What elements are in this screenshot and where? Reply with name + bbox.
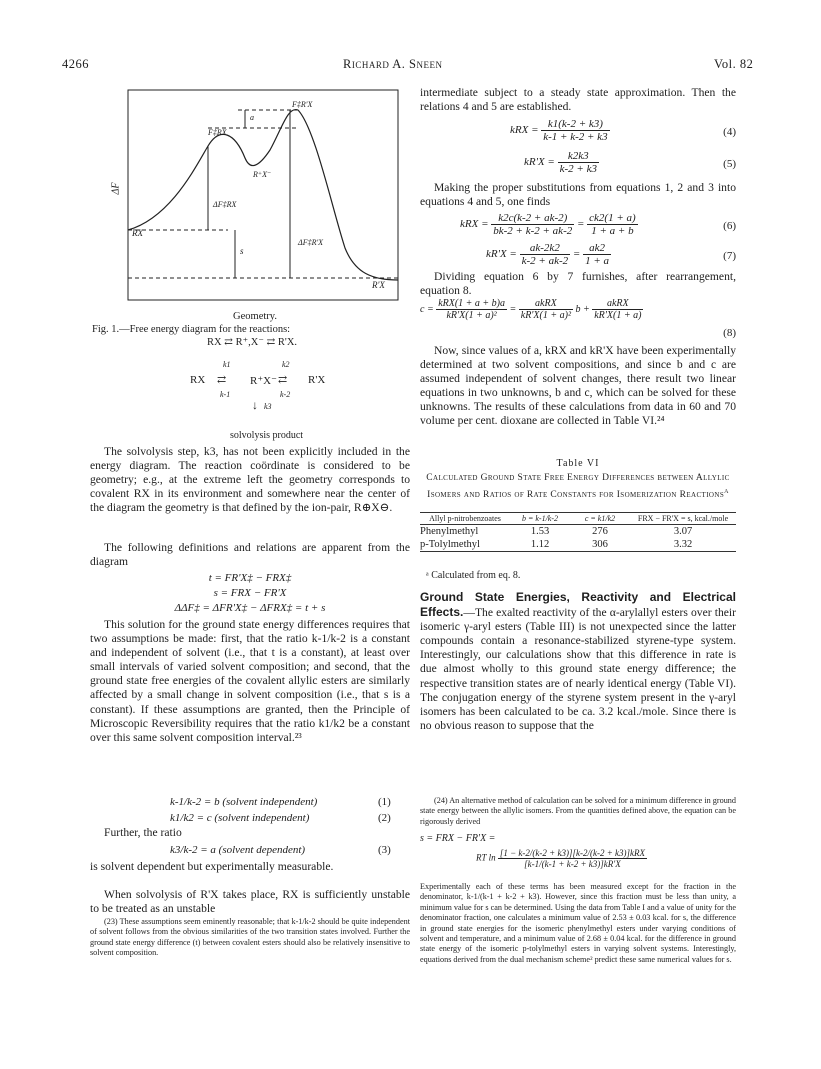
reaction-scheme (190, 360, 340, 445)
row-name: p-Tolylmethyl (420, 539, 480, 550)
footnote-24-part-2: Experimentally each of these terms has been measured except for the fraction in the denominator, k-1/(k-1 + k-2 + k3). However, since this fraction must be less than unity, a minimum value for s can be determined. Using the data from Table I and a value of unity for the denominator fraction, one calculates a minimum value of 2.53 ± 0.03 kcal. for s, the difference in ground state energies for the isomeric phenylmethyl esters under varying conditions of solvent and temperature, and a minimum value of 2.68 ± 0.04 kcal. for the difference in ground state energy of the isomeric p-tolylmethyl esters in varying solvent systems. Interestingly, equations derived from the dual mechanism scheme² predict these same numerical values for s. (420, 882, 736, 964)
right-paragraph-3: Dividing equation 6 by 7 furnishes, after rearrangement, equation 8. (420, 270, 736, 298)
table-row (420, 525, 736, 539)
equation-7-number: (7) (723, 250, 736, 262)
row-c: 276 (592, 526, 608, 537)
column-header: b = k-1/k-2 (521, 514, 559, 523)
left-paragraph-1: The solvolysis step, k3, has not been explicitly included in the energy diagram. The reaction coördinate is considered to be geometry; e.g., at the extreme left the geometry corresponds to covalent RX in its environment and somewhere near the center of the diagram the geometry is that defined by the ion-pair, R⊕X⊖. (90, 445, 410, 515)
equation-5 (524, 150, 736, 175)
equation-6-numerator-1: k2c(k-2 + ak-2) (491, 212, 574, 225)
equation-7 (486, 242, 736, 267)
scheme-k1: k1 (223, 360, 231, 369)
row-c: 306 (592, 539, 608, 550)
energy-curve (128, 110, 398, 280)
right-paragraph-1: intermediate subject to a steady state approximation. Then the relations 4 and 5 are established. (420, 86, 736, 114)
volume-label: Vol. 82 (714, 57, 754, 71)
equation-7-numerator-1: ak-2k2 (520, 242, 571, 255)
left-paragraph-2: The following definitions and relations are apparent from the diagram (90, 541, 410, 569)
equation-7-numerator-2: ak2 (583, 242, 611, 255)
right-paragraph-5 (420, 590, 736, 733)
equation-5-denominator: k-2 + k3 (559, 163, 597, 175)
equation-4-number: (4) (723, 126, 736, 138)
equation-1: k-1/k-2 = b (solvent independent) (170, 796, 318, 808)
footnote-24-part-1: (24) An alternative method of calculation can be solved for a minimum difference in ground state energy between the allylic isomers. From the quantities defined above, the equation can be rigorously derived (420, 796, 736, 826)
equation-s: s = FRX − FR'X (213, 587, 287, 599)
column-header: Allyl p-nitrobenzoates (429, 514, 501, 523)
footnote-24-equation-denominator: [k-1/(k-1 + k-2 + k3)]kR'X (524, 859, 621, 869)
equilibrium-arrow-2: ⇄ (278, 374, 288, 386)
equation-7-denominator-2: 1 + a (585, 255, 609, 267)
page-number: 4266 (62, 57, 89, 71)
equation-5-number: (5) (723, 158, 736, 170)
equation-5-numerator: k2k3 (558, 150, 599, 163)
equation-6-denominator-2: 1 + a + b (591, 225, 634, 237)
label-fts-rx: F‡RX (208, 128, 227, 137)
scheme-rx: RX (190, 374, 206, 386)
footnote-23: (23) These assumptions seem eminently reasonable; that k-1/k-2 should be quite independent of solvent follows from the obvious similarities of the two transition states involved. Further the ground state energy difference (t) between covalent esters should also be relatively insensitive to solvent composition. (90, 917, 410, 958)
equation-6-number: (6) (723, 220, 736, 232)
footnote-24-equation-prefix: RT ln (476, 852, 496, 863)
figure-caption-1: Fig. 1.—Free energy diagram for the reactions: (92, 324, 291, 335)
right-paragraph-5-text: —The exalted reactivity of the α-arylallyl esters over their isomeric γ-aryl esters (Table III) is not unexpected since the latter compounds contain a resonance-stabilized styrene-type system. Interestingly, our calculations show that this difference in rate is due almost wholly to this ground state energy difference; the respective transition states are of nearly identical energy (Table VI). The conjugation energy of the styrene system present in the γ-aryl isomers has been calculated to be ca. 3.2 kcal./mole. Since there is no obvious reason to suppose that the (420, 606, 736, 732)
left-paragraph-5: is solvent dependent but experimentally measurable. (90, 860, 334, 873)
equation-t: t = FR'X‡ − FRX‡ (208, 572, 292, 584)
equation-8-denominator-2: kR'X(1 + a)² (520, 310, 571, 321)
label-dft-rx: ΔF‡RX (213, 200, 237, 209)
row-b: 1.53 (530, 526, 550, 537)
scheme-product: solvolysis product (230, 430, 304, 441)
left-paragraph-6: When solvolysis of R'X takes place, RX is sufficiently unstable to be treated as an unstable (90, 888, 410, 916)
figure-x-label: Geometry. (233, 311, 277, 322)
equation-8-numerator-2: akRX (519, 298, 573, 310)
equation-3: k3/k-2 = a (solvent dependent) (170, 844, 306, 856)
equation-5-lhs: kR'X = (524, 156, 555, 169)
equation-6 (460, 212, 736, 237)
equation-8-number: (8) (723, 327, 736, 339)
section-title: Ground State Energies, Reactivity and Electrical Effects. (420, 590, 736, 620)
right-paragraph-4: Now, since values of a, kRX and kR'X have been experimentally determined at two solvent compositions, and since b and c are assumed independent of solvent changes, there result two linear equations in two unknowns, b and c, which can be solved for these unknowns. The results of these calculations from data in 60 and 70 volume per cent. dioxane are collected in Table VI.²⁴ (420, 344, 736, 428)
equation-4-lhs: kRX = (510, 124, 539, 137)
equation-8-lhs: c = (420, 303, 434, 315)
equation-7-lhs: kR'X = (486, 248, 517, 261)
scheme-rpx: R'X (308, 374, 326, 386)
y-axis-label: ΔF (110, 182, 122, 195)
equation-6-equals: = (576, 218, 585, 231)
energy-diagram-svg (110, 88, 400, 303)
equation-8-numerator-1: kRX(1 + a + b)a (438, 298, 505, 309)
table-note: ᵃ Calculated from eq. 8. (426, 570, 521, 581)
row-s: 3.07 (673, 526, 693, 537)
row-b: 1.12 (530, 539, 550, 550)
equation-8-b-term: b + (575, 303, 590, 315)
scheme-k3: k3 (264, 402, 272, 411)
table-header-row (420, 513, 736, 525)
equation-6-numerator-2: ck2(1 + a) (589, 212, 636, 224)
label-rpx: R'X (372, 280, 385, 290)
equation-2-number: (2) (378, 812, 391, 824)
column-header: FRX − FR'X = s, kcal./mole (637, 514, 729, 523)
equilibrium-arrow-1: ⇄ (217, 374, 227, 386)
table-row (420, 538, 736, 552)
energy-diagram (110, 88, 400, 303)
footnote-24-equation-numerator: [1 − k-2/(k-2 + k3)][k-2/(k-2 + k3)]kRX (499, 848, 646, 858)
equation-4-numerator: k1(k-2 + k3) (541, 118, 609, 131)
equation-8-denominator-1: kR'X(1 + a)² (446, 310, 497, 321)
figure-caption-2: RX ⇄ R⁺,X⁻ ⇄ R'X. (206, 337, 298, 348)
equation-7-denominator-1: k-2 + ak-2 (521, 255, 569, 267)
label-fts-rpx: F‡R'X (292, 100, 313, 109)
label-rx: RX (132, 228, 143, 238)
table-vi (420, 512, 736, 552)
equation-3-number: (3) (378, 844, 391, 856)
equation-6-lhs: kRX = (460, 218, 489, 231)
left-paragraph-4: Further, the ratio (104, 826, 182, 839)
equation-1-number: (1) (378, 796, 391, 808)
equation-7-equals: = (572, 248, 581, 261)
label-dft-rpx: ΔF‡R'X (298, 238, 324, 247)
equation-8-equals: = (509, 303, 517, 315)
label-a: a (250, 113, 254, 122)
scheme-km1: k-1 (220, 390, 231, 399)
equation-2: k1/k2 = c (solvent independent) (170, 812, 310, 824)
equation-8-denominator-3: kR'X(1 + a) (594, 310, 642, 321)
equation-4-denominator: k-1 + k-2 + k3 (543, 131, 608, 143)
down-arrow: ↓ (252, 398, 258, 412)
equation-8-numerator-3: akRX (592, 298, 643, 310)
scheme-ion-pair: R⁺X⁻ (250, 375, 277, 387)
column-header: c = k1/k2 (584, 514, 616, 523)
left-paragraph-3: This solution for the ground state energy differences requires that two assumptions be made: first, that the ratio k-1/k-2 is a constant and independent of solvent (i.e., that t is a constant), at least over small intervals of varied solvent composition; and second, that the ground state free energies of the covalent allylic esters are similarly affected by a small change in solvent composition (i.e., that s is a constant). If these assumptions are granted, then the Principle of Microscopic Reversibility requires that the ratio k1/k2 be a constant over this same solvent composition interval.²³ (90, 618, 410, 744)
label-ion-pair: R⁺X⁻ (253, 170, 272, 179)
running-author: Richard A. Sneen (343, 57, 443, 71)
table-title: Table VI (556, 458, 600, 469)
scheme-k2: k2 (282, 360, 290, 369)
label-s: s (240, 246, 244, 256)
footnote-24-equation (476, 848, 647, 869)
equation-6-denominator-1: bk-2 + k-2 + ak-2 (493, 225, 573, 237)
equation-8 (420, 298, 736, 321)
equation-ddf: ΔΔF‡ = ΔFR'X‡ − ΔFRX‡ = t + s (174, 602, 326, 614)
table-caption-footnote-mark: a (724, 485, 729, 495)
row-name: Phenylmethyl (420, 526, 479, 537)
scheme-km2: k-2 (280, 390, 291, 399)
equation-4 (510, 118, 736, 143)
row-s: 3.32 (673, 539, 693, 550)
table-caption (420, 472, 736, 501)
table-caption-text: Calculated Ground State Free Energy Differences between Allylic Isomers and Ratios of Rate Constants for Isomerization Reactions (426, 473, 730, 500)
right-paragraph-2: Making the proper substitutions from equations 1, 2 and 3 into equations 4 and 5, one finds (420, 181, 736, 209)
footnote-24-equation-lhs: s = FRX − FR'X = (420, 833, 496, 844)
